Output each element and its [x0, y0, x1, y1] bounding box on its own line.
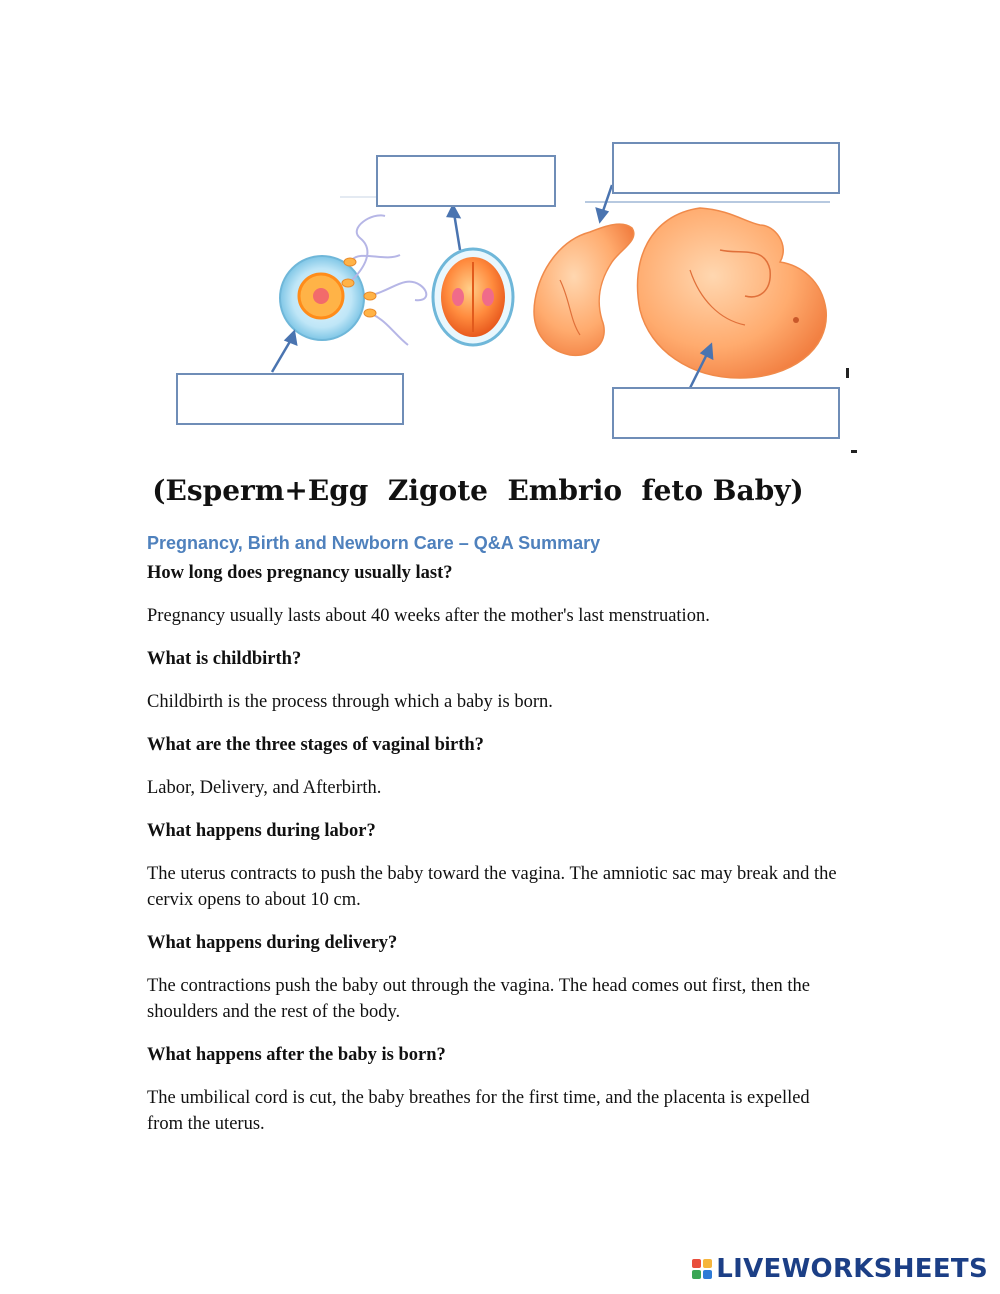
answer-text: Labor, Delivery, and Afterbirth.: [147, 778, 382, 798]
question-text: What happens during labor?: [147, 821, 376, 841]
fetus-icon: [638, 208, 827, 378]
question-text: What are the three stages of vaginal birth?: [147, 735, 484, 755]
qa-item: [147, 560, 847, 629]
liveworksheets-logo[interactable]: [692, 1254, 988, 1284]
page-title: (Esperm+Egg Zigote Embrio feto Baby): [152, 474, 804, 507]
answer-text: Childbirth is the process through which a baby is born.: [147, 692, 553, 712]
stage-input-fetus[interactable]: [612, 387, 840, 439]
stage-input-sperm-egg[interactable]: [176, 373, 404, 425]
stage-input-zygote[interactable]: [376, 155, 556, 207]
question-text: How long does pregnancy usually last?: [147, 563, 453, 583]
answer-text: The uterus contracts to push the baby toward the vagina. The amniotic sac may break and the cervix opens to about 10 cm.: [147, 864, 837, 910]
qa-item: [147, 732, 847, 801]
question-text: What happens during delivery?: [147, 933, 398, 953]
qa-item: [147, 646, 847, 715]
qa-item: [147, 818, 847, 913]
zygote-icon: [433, 249, 513, 345]
development-illustration: [0, 0, 1000, 470]
qa-section: [147, 530, 847, 1154]
development-diagram: [0, 0, 1000, 470]
qa-item: [147, 930, 847, 1025]
stage-input-embryo[interactable]: [612, 142, 840, 194]
question-text: What happens after the baby is born?: [147, 1045, 446, 1065]
logo-mark-icon: [692, 1259, 712, 1279]
question-text: What is childbirth?: [147, 649, 302, 669]
answer-text: The umbilical cord is cut, the baby breathes for the first time, and the placenta is expelled from the uterus.: [147, 1088, 810, 1134]
qa-item: [147, 1042, 847, 1137]
answer-text: The contractions push the baby out through the vagina. The head comes out first, then the shoulders and the rest of the body.: [147, 976, 810, 1022]
egg-sperm-icon: [280, 215, 426, 345]
answer-text: Pregnancy usually lasts about 40 weeks after the mother's last menstruation.: [147, 606, 710, 626]
brand-name: LIVEWORKSHEETS: [716, 1254, 988, 1284]
embryo-icon: [534, 224, 634, 355]
section-subtitle: Pregnancy, Birth and Newborn Care – Q&A Summary: [147, 533, 601, 553]
